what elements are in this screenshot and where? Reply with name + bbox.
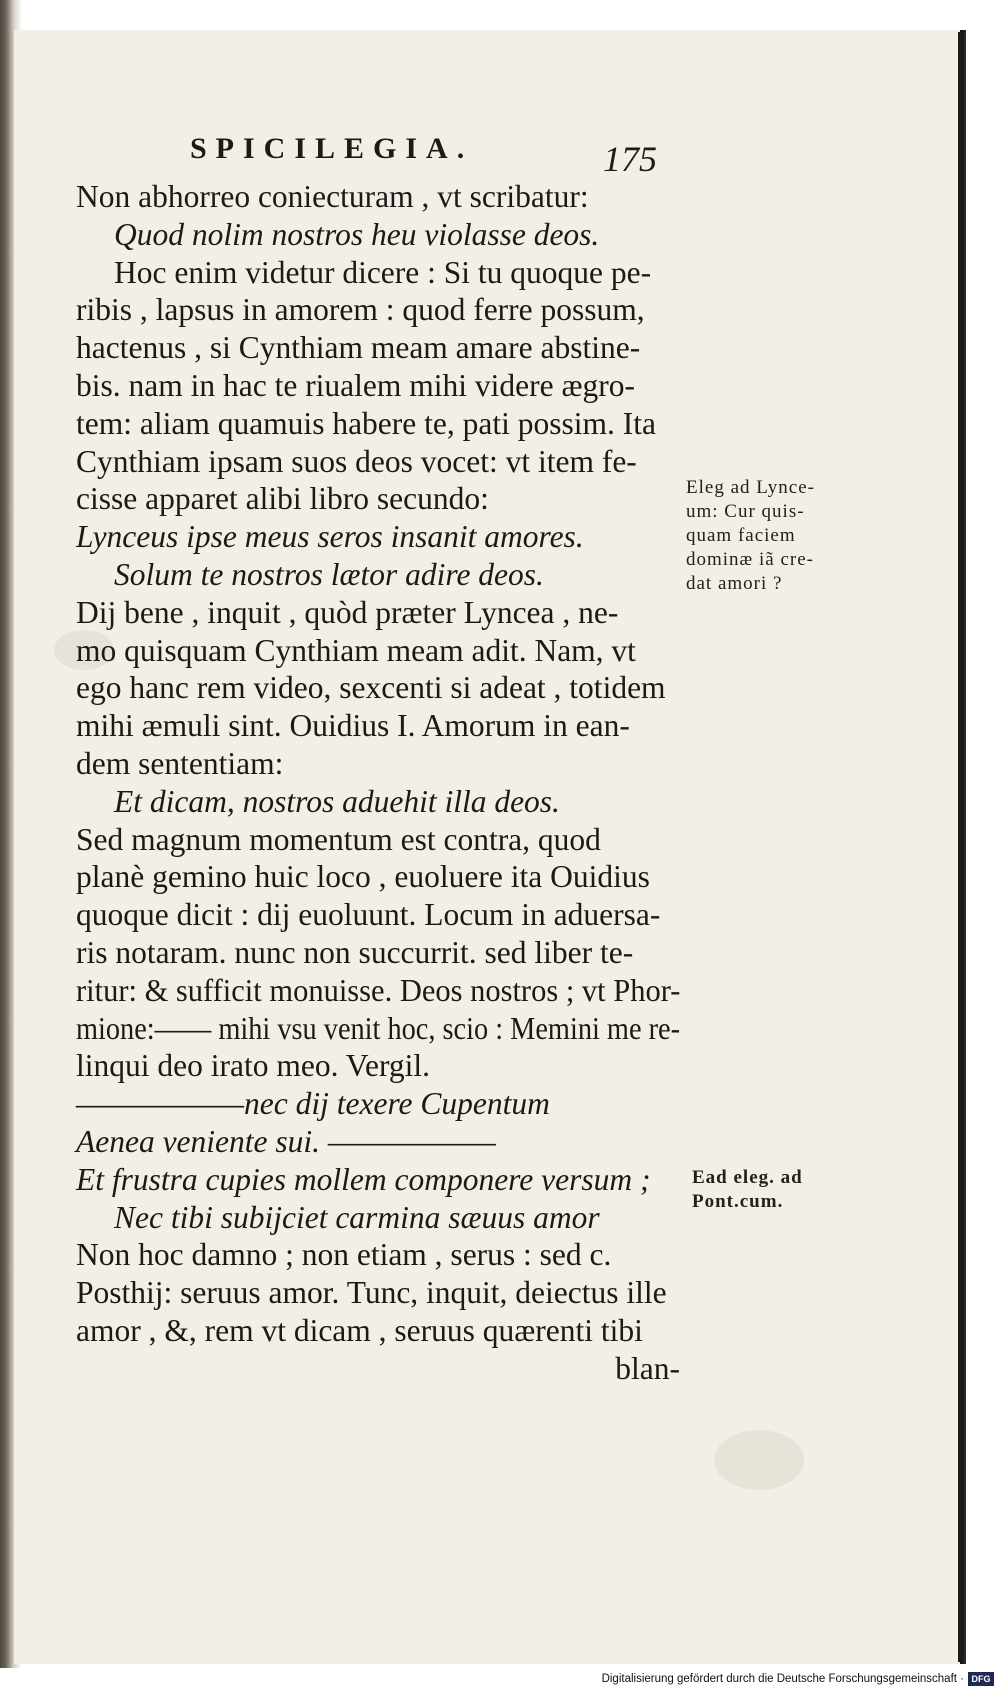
text-line: hactenus , si Cynthiam meam amare abstine- <box>76 330 641 366</box>
text-line: Non abhorreo coniecturam , vt scribatur: <box>76 179 589 214</box>
text-line: mione:—— mihi vsu venit hoc, scio : Memini me re- <box>76 1010 681 1046</box>
margin-note-line: Eleg ad Lynce- <box>686 477 816 498</box>
page-number: 175 <box>603 139 657 179</box>
text-line: tem: aliam quamuis habere te, pati possim. Ita <box>76 405 656 441</box>
margin-note-1 <box>686 476 856 596</box>
text-line: Nec tibi subijciet carmina sæuus amor <box>114 1199 600 1235</box>
text-line: mihi æmuli sint. Ouidius I. Amorum in ean- <box>76 708 630 744</box>
text-line: bis. nam in hac te riualem mihi videre ægro- <box>76 367 635 403</box>
text-line: planè gemino huic loco , euoluere ita Ouidius <box>76 859 650 895</box>
text-line: Sed magnum momentum est contra, quod <box>76 821 601 857</box>
footer <box>0 1670 1000 1690</box>
margin-note-2 <box>692 1166 862 1214</box>
text-line: cisse apparet alibi libro secundo: <box>76 481 489 517</box>
text-line: Et frustra cupies mollem componere versum ; <box>76 1161 651 1197</box>
text-line: ris notaram. nunc non succurrit. sed liber te- <box>76 934 634 970</box>
margin-note-line: dat amori ? <box>686 573 783 594</box>
margin-note-line: dominæ iã cre- <box>686 549 814 570</box>
text-line: linqui deo irato meo. Vergil. <box>76 1048 431 1084</box>
text-line: dem sententiam: <box>76 745 284 781</box>
margin-note-line: Ead eleg. ad <box>692 1167 803 1188</box>
text-line: blan- <box>615 1350 680 1386</box>
text-line: Lynceus ipse meus seros insanit amores. <box>76 519 584 555</box>
text-line: Aenea veniente sui. —————— <box>76 1123 496 1159</box>
text-line: Hoc enim videtur dicere : Si tu quoque pe- <box>114 254 652 290</box>
page-edge <box>958 32 962 1662</box>
text-line: Quod nolim nostros heu violasse deos. <box>114 216 600 252</box>
margin-note-line: um: Cur quis- <box>686 501 805 522</box>
text-line: ribis , lapsus in amorem : quod ferre possum, <box>76 292 645 328</box>
dfg-logo: DFG <box>968 1672 994 1686</box>
margin-note-line: Pont.cum. <box>692 1191 784 1212</box>
text-line: ——————nec dij texere Cupentum <box>76 1086 550 1122</box>
text-line: Posthij: seruus amor. Tunc, inquit, deiectus ille <box>76 1275 667 1311</box>
text-line: ritur: & sufficit monuisse. Deos nostros ; vt Phor- <box>76 972 681 1008</box>
text-line: mo quisquam Cynthiam meam adit. Nam, vt <box>76 632 636 668</box>
text-line: Cynthiam ipsam suos deos vocet: vt item fe- <box>76 443 637 479</box>
text-line: Non hoc damno ; non etiam , serus : sed c. <box>76 1237 612 1273</box>
text-line: Et dicam, nostros aduehit illa deos. <box>114 783 560 819</box>
margin-note-line: quam faciem <box>686 525 796 546</box>
text-line: ego hanc rem video, sexcenti si adeat , totidem <box>76 670 666 706</box>
running-head: SPICILEGIA. <box>190 132 474 165</box>
footer-text: Digitalisierung gefördert durch die Deutsche Forschungsgemeinschaft · <box>601 1673 964 1685</box>
text-line: quoque dicit : dij euoluunt. Locum in aduersa- <box>76 897 661 933</box>
text-line: Dij bene , inquit , quòd præter Lyncea , ne- <box>76 594 619 630</box>
text-line: amor , &, rem vt dicam , seruus quærenti tibi <box>76 1312 643 1348</box>
main-text <box>76 178 680 1388</box>
text-line: Solum te nostros lætor adire deos. <box>114 556 544 592</box>
